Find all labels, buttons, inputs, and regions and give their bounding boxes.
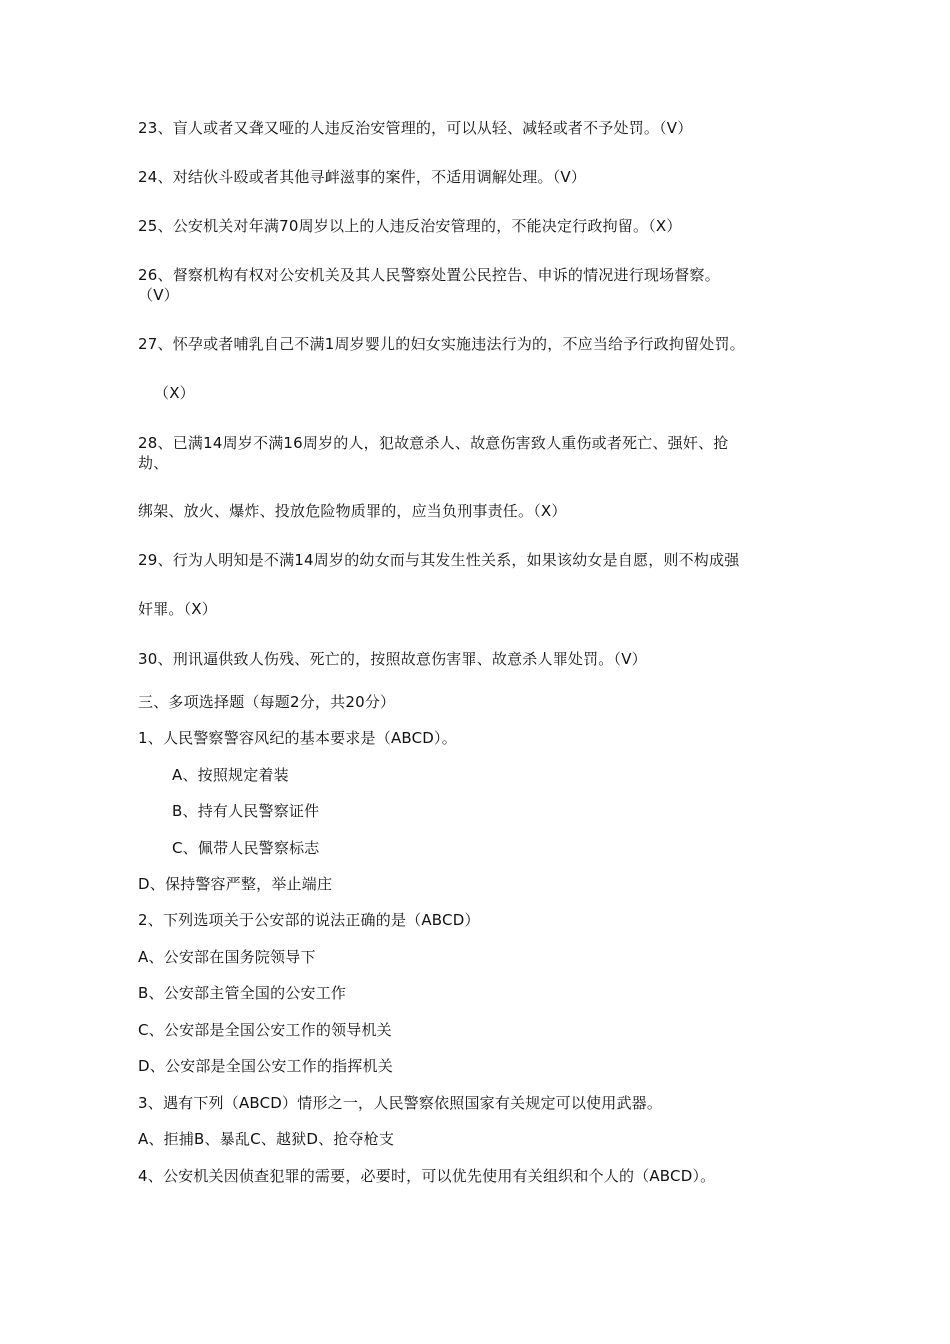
- judgment-30: [138, 649, 647, 669]
- judgment-28-continuation: 劫、: [138, 454, 169, 472]
- mc-q2-option-a: A、公安部在国务院领导下: [138, 948, 316, 966]
- judgment-29: [138, 550, 739, 570]
- judgment-23: [138, 118, 692, 138]
- judgment-28: [138, 433, 728, 453]
- judgment-30-number: 30: [138, 650, 158, 668]
- judgment-23-number: 23: [138, 119, 158, 137]
- judgment-29-number: 29: [138, 551, 158, 569]
- judgment-29-text: 、行为人明知是不满14周岁的幼女而与其发生性关系，如果该幼女是自愿，则不构成强: [157, 551, 740, 569]
- mc-q4-stem: 4、公安机关因侦查犯罪的需要，必要时，可以优先使用有关组织和个人的（ABCD）。: [138, 1167, 716, 1185]
- judgment-25-number: 25: [138, 217, 158, 235]
- mc-q1-option-c: C、佩带人民警察标志: [172, 839, 320, 857]
- judgment-29-continuation: 奸罪。（X）: [138, 600, 217, 618]
- judgment-25-text: 、公安机关对年满70周岁以上的人违反治安管理的，不能决定行政拘留。（X）: [157, 217, 682, 235]
- mc-q2-option-c: C、公安部是全国公安工作的领导机关: [138, 1021, 392, 1039]
- judgment-26-answer: （V）: [138, 286, 179, 304]
- judgment-24-number: 24: [138, 168, 158, 186]
- judgment-27: [138, 334, 745, 354]
- judgment-28-text: 、已满14周岁不满16周岁的人，犯故意杀人、故意伤害致人重伤或者死亡、强奸、抢: [157, 434, 729, 452]
- mc-q3-stem: 3、遇有下列（ABCD）情形之一，人民警察依照国家有关规定可以使用武器。: [138, 1094, 663, 1112]
- judgment-28-number: 28: [138, 434, 158, 452]
- judgment-27-text: 、怀孕或者哺乳自己不满1周岁婴儿的妇女实施违法行为的，不应当给予行政拘留处罚。: [157, 335, 745, 353]
- mc-q2-option-d: D、公安部是全国公安工作的指挥机关: [138, 1057, 393, 1075]
- judgment-27-number: 27: [138, 335, 158, 353]
- judgment-28-continuation-2: 绑架、放火、爆炸、投放危险物质罪的，应当负刑事责任。（X）: [138, 502, 567, 520]
- mc-q1-option-a: A、按照规定着装: [172, 766, 289, 784]
- section-title: 三、多项选择题（每题2分，共20分）: [138, 693, 396, 711]
- judgment-24-text: 、对结伙斗殴或者其他寻衅滋事的案件，不适用调解处理。（V）: [157, 168, 587, 186]
- judgment-30-text: 、刑讯逼供致人伤残、死亡的，按照故意伤害罪、故意杀人罪处罚。（V）: [157, 650, 647, 668]
- mc-q3-options: A、拒捕B、暴乱C、越狱D、抢夺枪支: [138, 1130, 395, 1148]
- judgment-26: [138, 265, 720, 285]
- mc-q1-option-b: B、持有人民警察证件: [172, 802, 320, 820]
- mc-q2-option-b: B、公安部主管全国的公安工作: [138, 984, 347, 1002]
- mc-q1-option-d: D、保持警容严整，举止端庄: [138, 875, 333, 893]
- judgment-24: [138, 167, 586, 187]
- mc-q2-stem: 2、下列选项关于公安部的说法正确的是（ABCD）: [138, 911, 480, 929]
- judgment-26-text: 、督察机构有权对公安机关及其人民警察处置公民控告、申诉的情况进行现场督察。: [157, 266, 720, 284]
- judgment-25: [138, 216, 682, 236]
- judgment-23-text: 、盲人或者又聋又哑的人违反治安管理的，可以从轻、减轻或者不予处罚。（V）: [157, 119, 693, 137]
- judgment-27-answer: （X）: [154, 384, 195, 402]
- mc-q1-stem: 1、人民警察警容风纪的基本要求是（ABCD）。: [138, 729, 457, 747]
- judgment-26-number: 26: [138, 266, 158, 284]
